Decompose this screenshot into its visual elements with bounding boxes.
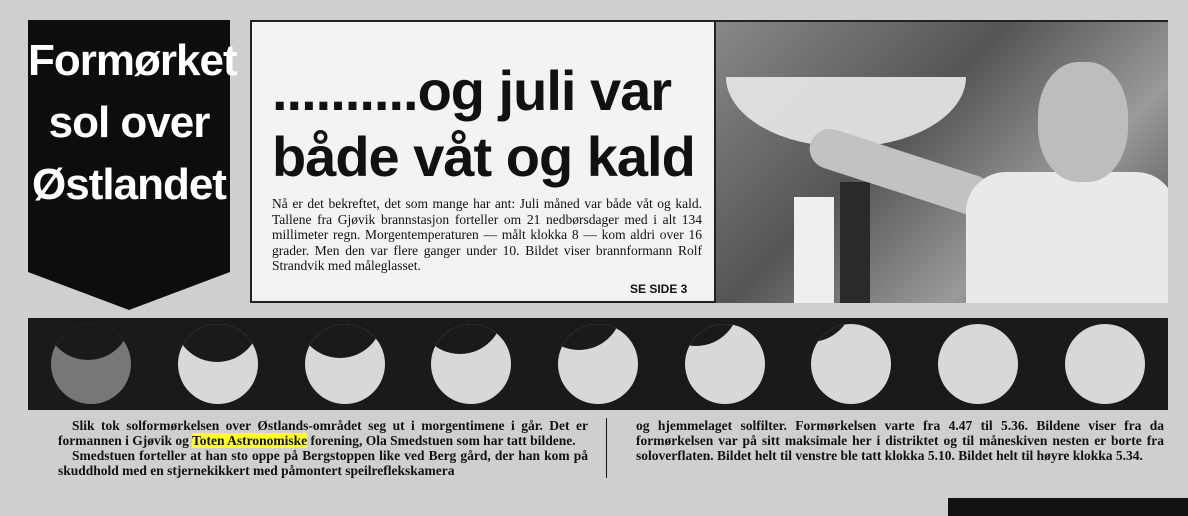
kicker-line: sol over: [48, 98, 210, 147]
rain-gauge-post: [794, 197, 834, 303]
caption-text: Slik tok solformørkelsen over Østlands-området seg ut i morgentimene i går. Det er formannen i Gjøvik og: [58, 418, 588, 448]
eclipse-frame: [178, 324, 258, 404]
article-headline: [272, 58, 712, 190]
headline-line: både våt og kald: [272, 125, 695, 188]
kicker-line: Østlandet: [32, 160, 226, 209]
eclipse-frame: [811, 324, 891, 404]
eclipse-frame: [938, 324, 1018, 404]
caption-paragraph: [58, 448, 588, 478]
caption-text: Smedstuen forteller at han sto oppe på Bergstoppen like ved Berg gård, der han kom på skuddhold med en stjernekikkert med påmontert speilreflekskamera: [58, 448, 588, 478]
kicker-arrow: [28, 272, 230, 310]
firefighter-photo: [716, 20, 1168, 303]
kicker-line: Formørket: [28, 36, 237, 85]
eclipse-frame: [431, 324, 511, 404]
caption-right-column: og hjemmelaget solfilter. Formørkelsen varte fra 4.47 til 5.36. Bildene viser fra da formørkelsen var på sitt maksimale her i distriktet og til måneskiven nesten er borte fra soloverflaten. Bildet helt til venstre ble tatt klokka 5.10. Bildet helt til høyre klokka 5.34.: [636, 418, 1164, 463]
eclipse-frame: [305, 324, 385, 404]
column-divider: [606, 418, 607, 478]
highlighted-text: Toten Astronomiske: [192, 433, 308, 448]
eclipse-frame: [558, 324, 638, 404]
kicker-title: [28, 30, 237, 216]
shirt: [966, 172, 1168, 303]
next-article-edge: [948, 498, 1188, 516]
head: [1038, 62, 1128, 182]
eclipse-frame: [1065, 324, 1145, 404]
rain-gauge-post-shadow: [840, 182, 870, 303]
page-reference: SE SIDE 3: [630, 282, 688, 296]
headline-line: ..........og juli var: [272, 59, 672, 122]
caption-paragraph: [58, 418, 588, 448]
caption-left-column: [58, 418, 588, 478]
eclipse-frame: [51, 324, 131, 404]
eclipse-photo-strip: [28, 318, 1168, 410]
caption-text: forening, Ola Smedstuen som har tatt bildene.: [307, 433, 576, 448]
article-lead: Nå er det bekreftet, det som mange har ant: Juli måned var både våt og kald. Tallene fra Gjøvik brannstasjon forteller om 21 nedbørsdager med i alt 134 millimeter regn. Morgentemperaturen — målt klokka 8 — kom aldri over 16 grader. Men den var flere ganger under 10. Bildet viser brannformann Rolf Strandvik med måleglasset.: [272, 196, 702, 273]
eclipse-frame: [685, 324, 765, 404]
